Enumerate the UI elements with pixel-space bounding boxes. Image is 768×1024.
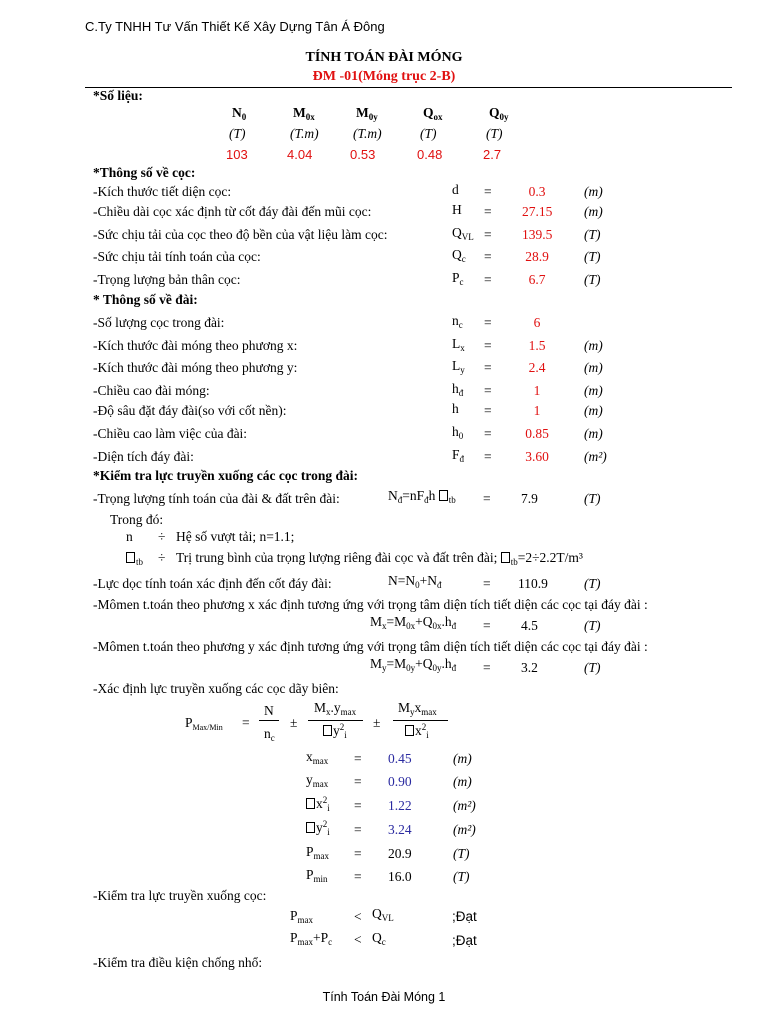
check1-result: ;Đạt: [452, 909, 477, 924]
param-symbol: $n_c$: [452, 313, 463, 330]
param-unit: (m): [584, 204, 603, 219]
result-unit: (m²): [453, 798, 476, 813]
param-label: -Sức chịu tải của cọc theo độ bền của vật liệu làm cọc:: [93, 227, 388, 242]
param-equals: =: [484, 272, 492, 287]
trong-luong-unit: (T): [584, 491, 601, 506]
param-equals: =: [484, 383, 492, 398]
trong-luong-formula: $N_đ=nF_đh$ $_{tb}$: [388, 488, 456, 505]
param-symbol: d: [452, 182, 459, 197]
param-unit: (m): [584, 338, 603, 353]
result-equals: =: [354, 798, 362, 813]
param-symbol: $F_đ$: [452, 447, 465, 464]
param-label: -Kích thước tiết diện cọc:: [93, 184, 232, 199]
sum-symbol-icon: [405, 725, 414, 736]
param-value: 1: [533, 383, 541, 398]
param-equals: =: [484, 426, 492, 441]
param-label: -Chiều dài cọc xác định từ cốt đáy đài đến mũi cọc:: [93, 204, 372, 219]
param-label: -Số lượng cọc trong đài:: [93, 315, 225, 330]
momen-y-formula: $M_y=M_{0y}+Q_{0y}.h_đ$: [370, 656, 457, 673]
param-value: 2.4: [528, 360, 546, 375]
param-equals: =: [484, 249, 492, 264]
xac-dinh-label: -Xác định lực truyền xuống các cọc dãy biên:: [93, 681, 339, 696]
coc-heading: *Thông số về cọc:: [93, 165, 196, 180]
momen-x-value: 4.5: [521, 618, 538, 633]
result-symbol: $y^2_i$: [306, 821, 330, 835]
so-lieu-unit: (T): [229, 126, 246, 141]
so-lieu-unit: (T.m): [353, 126, 382, 141]
so-lieu-value: 0.53: [350, 147, 376, 162]
result-equals: =: [354, 822, 362, 837]
header-rule: [85, 87, 732, 88]
result-value: 0.45: [388, 751, 412, 766]
gamma-tb-description: Trị trung bình của trọng lượng riêng đài cọc và đất trên đài; $_{tb}$=2÷2.2T/m³: [176, 550, 583, 567]
param-equals: =: [484, 227, 492, 242]
param-label: -Sức chịu tải tính toán của cọc:: [93, 249, 261, 264]
page-subtitle: ĐM -01(Móng trục 2-B): [312, 69, 456, 84]
momen-y-label: -Mômen t.toán theo phương y xác định tương ứng với trọng tâm diện tích tiết diện các cọc tại đáy đài :: [93, 639, 648, 654]
param-value: 3.60: [525, 449, 549, 464]
luc-doc-label: -Lực dọc tính toán xác định đến cốt đáy đài:: [93, 576, 332, 591]
param-label: -Kích thước đài móng theo phương x:: [93, 338, 298, 353]
param-equals: =: [484, 338, 492, 353]
trong-luong-label: -Trọng lượng tính toán của đài & đất trên đài:: [93, 491, 340, 506]
result-unit: (T): [453, 869, 470, 884]
so-lieu-value: 0.48: [417, 147, 443, 162]
param-unit: (m): [584, 426, 603, 441]
chong-nho-label: -Kiểm tra điều kiện chống nhổ:: [93, 955, 263, 970]
momen-x-label: -Mômen t.toán theo phương x xác định tương ứng với trọng tâm diện tích tiết diện các cọc tại đáy đài :: [93, 597, 648, 612]
param-value: 139.5: [522, 227, 553, 242]
check1-right: $Q_{VL}$: [372, 906, 394, 923]
check2-left: $P_{max}+P_c$: [290, 930, 333, 947]
momen-y-unit: (T): [584, 660, 601, 675]
result-value: 16.0: [388, 869, 412, 884]
momen-x-formula: $M_x=M_{0x}+Q_{0x}.h_đ$: [370, 614, 457, 631]
divider-symbol: ÷: [158, 550, 166, 565]
param-symbol: $h_0$: [452, 424, 464, 441]
param-label: -Độ sâu đặt đáy đài(so với cốt nền):: [93, 403, 287, 418]
param-equals: =: [484, 403, 492, 418]
so-lieu-symbol: $N_0$: [232, 105, 247, 122]
momen-x-unit: (T): [584, 618, 601, 633]
param-unit: (m): [584, 360, 603, 375]
result-unit: (m): [453, 751, 472, 766]
param-value: 6: [533, 315, 541, 330]
param-unit: (m): [584, 383, 603, 398]
kiemtra-heading: *Kiểm tra lực truyền xuống các cọc trong đài:: [93, 468, 359, 483]
result-symbol: $P_{min}$: [306, 867, 328, 884]
param-value: 0.3: [528, 184, 546, 199]
so-lieu-value: 4.04: [287, 147, 313, 162]
param-unit: (m): [584, 184, 603, 199]
param-equals: =: [484, 315, 492, 330]
result-equals: =: [354, 846, 362, 861]
param-unit: (T): [584, 227, 601, 242]
dai-heading: * Thông số về đài:: [93, 292, 198, 307]
param-label: -Chiều cao đài móng:: [93, 383, 210, 398]
param-symbol: H: [452, 202, 462, 217]
param-equals: =: [484, 449, 492, 464]
luc-doc-value: 110.9: [518, 576, 548, 591]
so-lieu-unit: (T.m): [290, 126, 319, 141]
result-value: 3.24: [388, 822, 412, 837]
param-value: 1.5: [528, 338, 546, 353]
result-equals: =: [354, 774, 362, 789]
param-unit: (T): [584, 272, 601, 287]
n-symbol: n: [126, 529, 133, 544]
check1-left: $P_{max}$: [290, 908, 314, 925]
param-symbol: $P_c$: [452, 270, 464, 287]
luc-doc-formula: $N=N_0+N_đ$: [388, 573, 442, 590]
param-equals: =: [484, 184, 492, 199]
param-equals: =: [484, 204, 492, 219]
sum-symbol-icon: [323, 725, 332, 736]
so-lieu-unit: (T): [486, 126, 503, 141]
result-symbol: $x^2_i$: [306, 797, 330, 811]
check2-result: ;Đạt: [452, 933, 477, 948]
company-name: C.Ty TNHH Tư Vấn Thiết Kế Xây Dựng Tân Á Đông: [85, 19, 385, 34]
param-equals: =: [484, 360, 492, 375]
param-symbol: h: [452, 401, 459, 416]
param-label: -Trọng lượng bản thân cọc:: [93, 272, 241, 287]
param-symbol: $L_x$: [452, 336, 465, 353]
result-symbol: $P_{max}$: [306, 844, 330, 861]
param-symbol: $Q_c$: [452, 247, 466, 264]
param-label: -Chiều cao làm việc của đài:: [93, 426, 248, 441]
divider-symbol: ÷: [158, 529, 166, 544]
page-title: TÍNH TOÁN ĐÀI MÓNG: [305, 50, 463, 65]
trong-luong-value: 7.9: [521, 491, 538, 506]
param-value: 27.15: [522, 204, 553, 219]
page-footer: Tính Toán Đài Móng 1: [322, 990, 446, 1004]
luc-doc-unit: (T): [584, 576, 601, 591]
param-symbol: $h_đ$: [452, 381, 464, 398]
gamma-symbol-icon: [439, 490, 448, 501]
gamma-tb-symbol: tb: [126, 551, 143, 565]
param-value: 0.85: [525, 426, 549, 441]
param-label: -Diện tích đáy đài:: [93, 449, 194, 464]
result-value: 1.22: [388, 798, 412, 813]
so-lieu-value: 103: [226, 147, 248, 162]
gamma-symbol-icon: [501, 552, 510, 563]
param-unit: (m²): [584, 449, 607, 464]
param-symbol: $L_y$: [452, 358, 465, 375]
so-lieu-heading: *Số liệu:: [93, 88, 143, 103]
result-value: 0.90: [388, 774, 412, 789]
param-symbol: $Q_{VL}$: [452, 225, 474, 242]
result-unit: (m): [453, 774, 472, 789]
so-lieu-symbol: $Q_{ox}$: [423, 105, 443, 122]
sum-symbol-icon: [306, 798, 315, 809]
result-unit: (m²): [453, 822, 476, 837]
result-symbol: $x_{max}$: [306, 749, 329, 766]
result-unit: (T): [453, 846, 470, 861]
result-equals: =: [354, 751, 362, 766]
so-lieu-symbol: $M_{0y}$: [356, 105, 378, 122]
gamma-symbol-icon: [126, 552, 135, 563]
param-unit: (T): [584, 249, 601, 264]
momen-y-value: 3.2: [521, 660, 538, 675]
param-unit: (m): [584, 403, 603, 418]
param-value: 6.7: [528, 272, 546, 287]
param-value: 28.9: [525, 249, 549, 264]
param-value: 1: [533, 403, 541, 418]
result-symbol: $y_{max}$: [306, 772, 329, 789]
param-label: -Kích thước đài móng theo phương y:: [93, 360, 298, 375]
so-lieu-symbol: $Q_{0y}$: [489, 105, 509, 122]
n-description: Hệ số vượt tải; n=1.1;: [176, 529, 295, 544]
check2-right: $Q_c$: [372, 930, 386, 947]
result-equals: =: [354, 869, 362, 884]
kiemtra-luc-label: -Kiểm tra lực truyền xuống cọc:: [93, 888, 267, 903]
so-lieu-value: 2.7: [483, 147, 502, 162]
so-lieu-unit: (T): [420, 126, 437, 141]
so-lieu-symbol: $M_{0x}$: [293, 105, 315, 122]
sum-symbol-icon: [306, 822, 315, 833]
trong-do-label: Trong đó:: [110, 512, 164, 527]
result-value: 20.9: [388, 846, 412, 861]
